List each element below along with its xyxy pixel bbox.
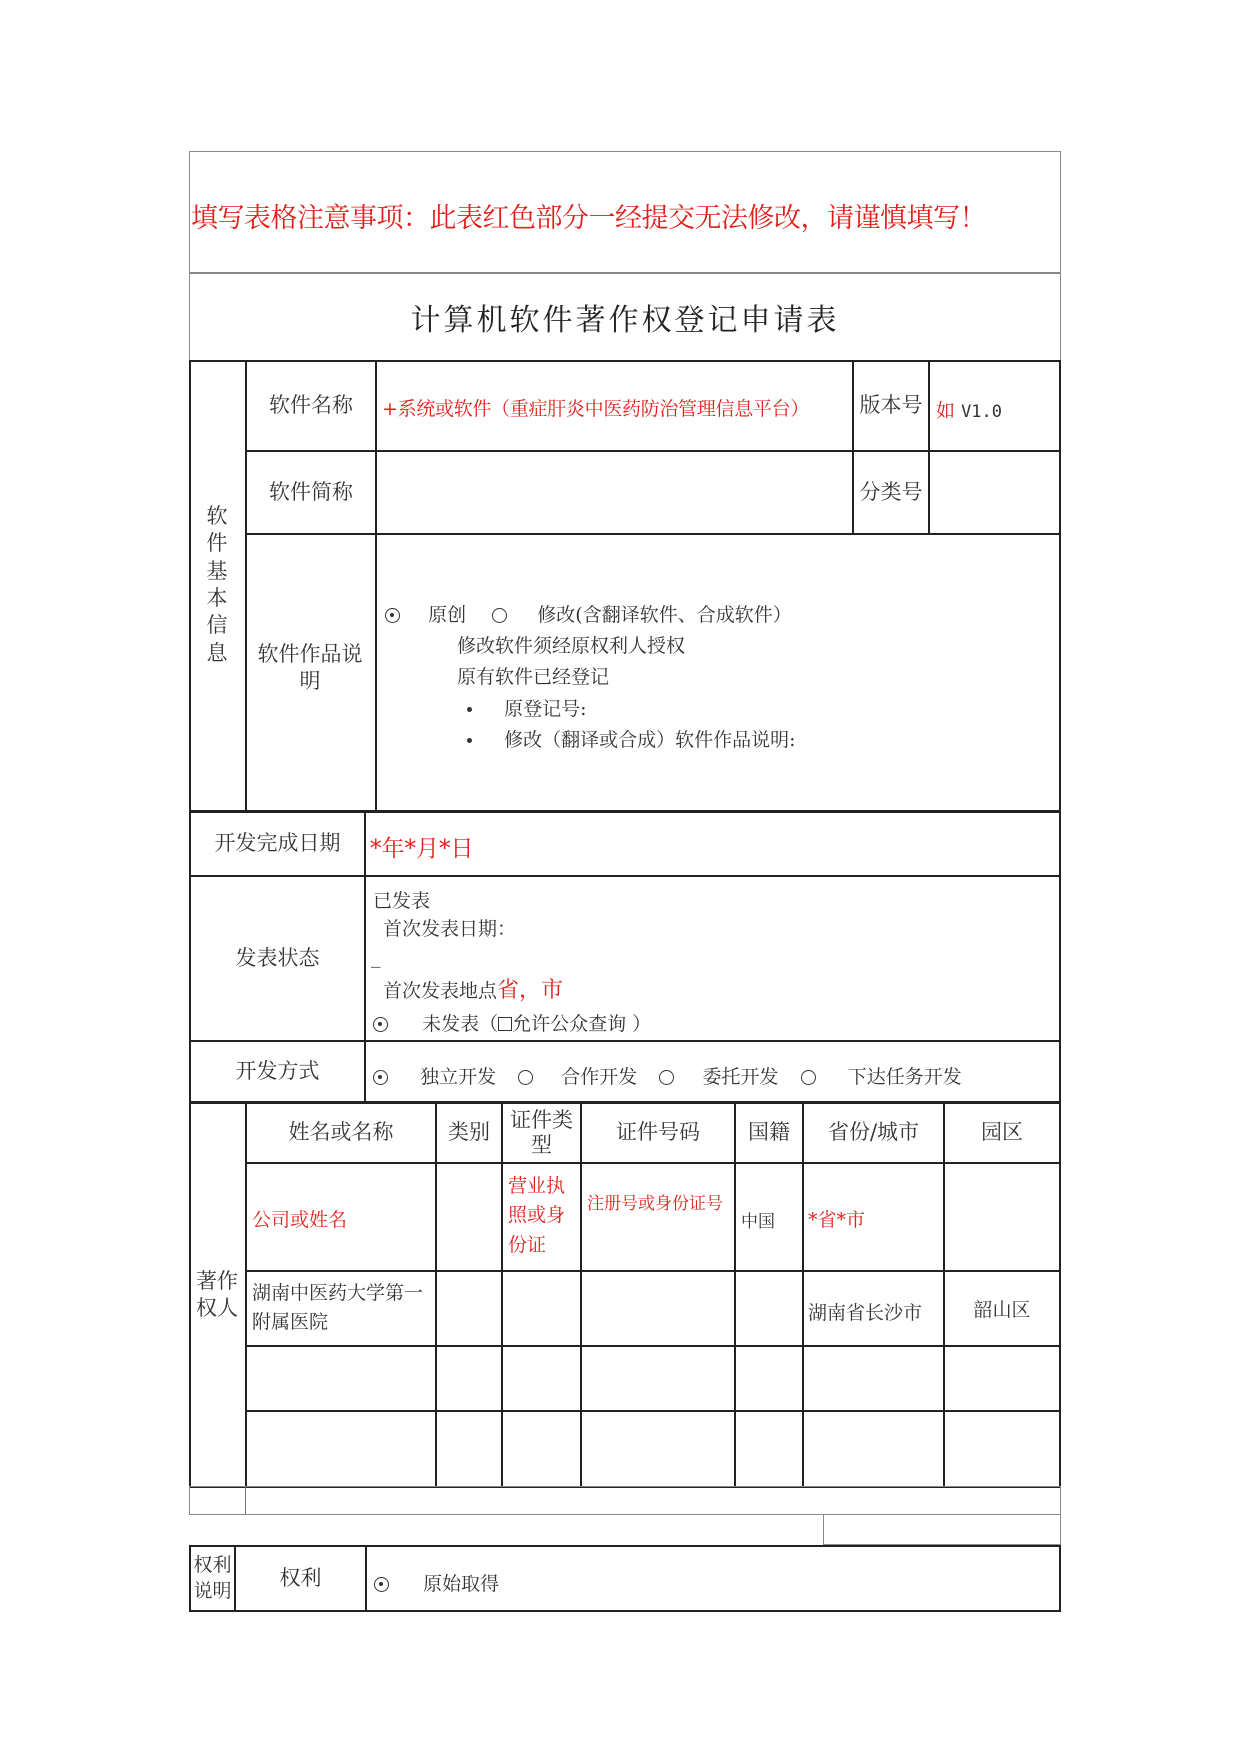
orig-reg-no-label: 原登记号: bbox=[504, 698, 587, 720]
rights-value: 原始取得 bbox=[423, 1573, 500, 1595]
software-info-section-label: 软件基本信息 bbox=[206, 504, 228, 665]
version-prefix: 如 bbox=[936, 400, 956, 422]
dev-option-cooperative: 合作开发 bbox=[561, 1066, 638, 1088]
category-field[interactable] bbox=[930, 452, 1059, 533]
notice-text: 填写表格注意事项：此表红色部分一经提交无法修改，请谨慎填写！ bbox=[191, 203, 986, 234]
header-park: 园区 bbox=[981, 1120, 1023, 1145]
header-id-number: 证件号码 bbox=[616, 1120, 700, 1145]
original-acquisition-radio[interactable] bbox=[374, 1577, 389, 1592]
first-date-label: 首次发表日期： bbox=[383, 918, 517, 940]
bullet-icon bbox=[467, 707, 472, 712]
software-name-label: 软件名称 bbox=[269, 393, 353, 418]
owners-section-label: 著作权人 bbox=[196, 1268, 238, 1320]
rights-label: 权利 bbox=[279, 1565, 322, 1590]
owner-id-number-cell[interactable]: 注册号或身份证号 bbox=[587, 1194, 723, 1214]
software-name-field[interactable]: +系统或软件（重症肝炎中医药防治管理信息平台） bbox=[382, 398, 810, 420]
short-name-field[interactable] bbox=[380, 452, 850, 533]
rights-value-row bbox=[374, 1569, 499, 1596]
unpublished-row bbox=[373, 1009, 651, 1036]
owner-id-number-cell[interactable] bbox=[582, 1272, 734, 1345]
public-query-checkbox[interactable] bbox=[498, 1017, 512, 1031]
category-label: 分类号 bbox=[859, 479, 923, 504]
header-id-type: 证件类型 bbox=[510, 1107, 573, 1157]
owner-province-city-cell[interactable]: 湖南省长沙市 bbox=[808, 1302, 923, 1324]
published-text: 已发表 bbox=[373, 890, 431, 912]
owner-nationality-cell[interactable] bbox=[736, 1272, 802, 1345]
first-place-row bbox=[383, 973, 563, 1004]
header-name: 姓名或名称 bbox=[288, 1120, 394, 1145]
short-name-label: 软件简称 bbox=[269, 479, 353, 504]
owner-province-city-cell[interactable]: *省*市 bbox=[808, 1209, 866, 1231]
unpublished-label: 未发表（ bbox=[422, 1013, 499, 1035]
owner-nationality-cell[interactable]: 中国 bbox=[741, 1212, 775, 1232]
dev-option-commissioned: 委托开发 bbox=[702, 1066, 779, 1088]
owner-id-type-cell[interactable] bbox=[503, 1272, 580, 1345]
unpublished-radio[interactable] bbox=[373, 1017, 388, 1032]
cooperative-radio[interactable] bbox=[518, 1070, 533, 1085]
owner-category-cell[interactable] bbox=[437, 1164, 501, 1270]
origin-row bbox=[385, 600, 792, 627]
first-date-blank[interactable]: _ bbox=[371, 946, 381, 968]
header-category: 类别 bbox=[448, 1120, 490, 1145]
header-nationality: 国籍 bbox=[748, 1120, 790, 1145]
modified-radio[interactable] bbox=[492, 608, 507, 623]
spacer-row bbox=[189, 1486, 1061, 1515]
dev-date-field[interactable]: *年*月*日 bbox=[370, 836, 474, 862]
public-query-label: 允许公众查询 ） bbox=[512, 1013, 652, 1035]
owner-category-cell[interactable] bbox=[437, 1272, 501, 1345]
owner-name-cell[interactable] bbox=[247, 1412, 435, 1486]
version-label: 版本号 bbox=[859, 393, 923, 418]
dev-method-options bbox=[373, 1062, 962, 1089]
dev-date-label: 开发完成日期 bbox=[214, 831, 341, 856]
publish-label: 发表状态 bbox=[235, 945, 320, 970]
modify-desc-label: 修改（翻译或合成）软件作品说明: bbox=[504, 729, 796, 751]
owner-park-cell[interactable]: 韶山区 bbox=[973, 1299, 1031, 1321]
owner-park-cell[interactable] bbox=[945, 1164, 1059, 1270]
version-value: V1.0 bbox=[961, 402, 1003, 422]
dev-option-independent: 独立开发 bbox=[420, 1066, 497, 1088]
header-province-city: 省份/城市 bbox=[827, 1120, 920, 1145]
first-place-value[interactable]: 省，市 bbox=[497, 978, 564, 1003]
owner-name-cell[interactable]: 湖南中医药大学第一附属医院 bbox=[252, 1282, 424, 1334]
bullet-icon bbox=[467, 738, 472, 743]
modify-auth-text: 修改软件须经原权利人授权 bbox=[457, 635, 686, 657]
original-label: 原创 bbox=[428, 604, 467, 626]
original-radio[interactable] bbox=[385, 608, 400, 623]
owner-name-cell[interactable] bbox=[247, 1347, 435, 1410]
orig-reg-no-row bbox=[467, 694, 587, 721]
dev-method-label: 开发方式 bbox=[235, 1058, 320, 1083]
owner-name-cell[interactable]: 公司或姓名 bbox=[252, 1209, 348, 1231]
spacer-row-2 bbox=[823, 1515, 1061, 1545]
first-place-label: 首次发表地点 bbox=[383, 980, 498, 1002]
page-title: 计算机软件著作权登记申请表 bbox=[410, 303, 840, 338]
assigned-radio[interactable] bbox=[801, 1070, 816, 1085]
modify-desc-row bbox=[467, 725, 796, 752]
version-field[interactable] bbox=[936, 396, 1002, 423]
dev-option-assigned: 下达任务开发 bbox=[847, 1066, 962, 1088]
modified-label: 修改(含翻译软件、合成软件） bbox=[537, 604, 792, 626]
description-label: 软件作品说明 bbox=[257, 641, 363, 693]
rights-section-label: 权利说明 bbox=[193, 1553, 232, 1602]
independent-radio[interactable] bbox=[373, 1070, 388, 1085]
registered-text: 原有软件已经登记 bbox=[457, 666, 610, 688]
owner-id-type-cell[interactable]: 营业执照或身份证 bbox=[508, 1175, 566, 1256]
commissioned-radio[interactable] bbox=[659, 1070, 674, 1085]
